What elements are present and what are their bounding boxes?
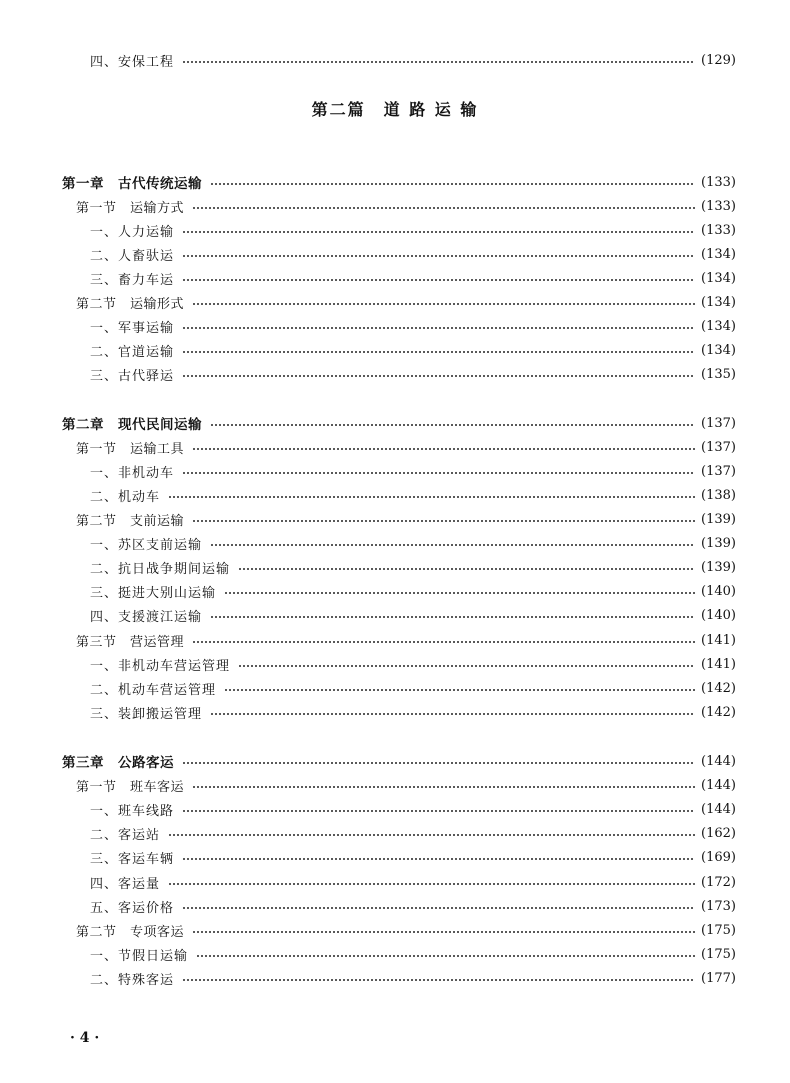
dot-leader — [182, 255, 695, 257]
section-page: (141) — [701, 632, 736, 648]
section-entry — [76, 919, 736, 941]
item-page: (137) — [701, 463, 736, 479]
section-entry — [76, 195, 736, 217]
item-title: 二、官道运输 — [90, 344, 175, 360]
section-entry — [76, 629, 736, 651]
dot-leader — [210, 183, 695, 185]
item-entry — [90, 846, 736, 868]
part-title: 第二篇 道 路 运 输 — [311, 100, 479, 119]
dot-leader — [182, 61, 695, 63]
dot-leader — [210, 424, 695, 426]
item-title: 三、畜力车运 — [90, 272, 175, 288]
item-title: 五、客运价格 — [90, 900, 175, 916]
item-title: 二、人畜驮运 — [90, 248, 175, 264]
section-page: (144) — [701, 777, 736, 793]
item-page: (175) — [701, 946, 736, 962]
dot-leader — [192, 207, 695, 209]
item-page: (172) — [701, 874, 736, 890]
entry-page: (129) — [701, 52, 736, 68]
item-title: 四、客运量 — [90, 876, 161, 892]
section-page: (175) — [701, 922, 736, 938]
section-title: 第一节 运输方式 — [76, 200, 185, 216]
dot-leader — [168, 834, 695, 836]
dot-leader — [238, 568, 695, 570]
chapter-title: 第三章 公路客运 — [62, 755, 174, 771]
item-page: (140) — [701, 583, 736, 599]
item-entry — [90, 315, 736, 337]
item-title: 三、装卸搬运管理 — [90, 706, 203, 722]
dot-leader — [192, 448, 695, 450]
chapter-title: 第一章 古代传统运输 — [62, 176, 202, 192]
item-title: 二、客运站 — [90, 827, 161, 843]
item-page: (134) — [701, 342, 736, 358]
item-title: 一、非机动车 — [90, 465, 175, 481]
dot-leader — [238, 665, 695, 667]
item-page: (135) — [701, 366, 736, 382]
dot-leader — [210, 713, 695, 715]
item-entry — [90, 798, 736, 820]
dot-leader — [192, 786, 695, 788]
item-entry — [90, 653, 736, 675]
dot-leader — [210, 616, 695, 618]
item-entry — [90, 267, 736, 289]
item-entry — [90, 822, 736, 844]
item-page: (140) — [701, 607, 736, 623]
dot-leader — [182, 979, 695, 981]
section-page: (134) — [701, 294, 736, 310]
item-entry — [90, 460, 736, 482]
item-entry — [90, 943, 736, 965]
dot-leader — [182, 472, 695, 474]
dot-leader — [192, 520, 695, 522]
item-title: 一、人力运输 — [90, 224, 175, 240]
item-page: (139) — [701, 559, 736, 575]
dot-leader — [182, 810, 695, 812]
item-page: (173) — [701, 898, 736, 914]
item-title: 一、非机动车营运管理 — [90, 658, 231, 674]
section-title: 第一节 运输工具 — [76, 441, 185, 457]
item-entry — [90, 604, 736, 626]
chapter-entry — [62, 750, 736, 772]
item-entry — [90, 243, 736, 265]
item-page: (162) — [701, 825, 736, 841]
item-entry — [90, 967, 736, 989]
item-title: 一、苏区支前运输 — [90, 537, 203, 553]
section-entry — [76, 508, 736, 530]
item-page: (134) — [701, 246, 736, 262]
dot-leader — [224, 689, 695, 691]
dot-leader — [182, 231, 695, 233]
item-page: (133) — [701, 222, 736, 238]
item-title: 二、机动车营运管理 — [90, 682, 217, 698]
item-title: 四、支援渡江运输 — [90, 609, 203, 625]
section-page: (137) — [701, 439, 736, 455]
item-title: 二、抗日战争期间运输 — [90, 561, 231, 577]
item-page: (142) — [701, 680, 736, 696]
section-title: 第一节 班车客运 — [76, 779, 185, 795]
item-entry — [90, 484, 736, 506]
section-title: 第二节 支前运输 — [76, 513, 185, 529]
dot-leader — [192, 303, 695, 305]
dot-leader — [182, 327, 695, 329]
toc-entry — [90, 49, 736, 71]
chapter-title: 第二章 现代民间运输 — [62, 417, 202, 433]
entry-title: 四、安保工程 — [90, 54, 175, 70]
section-title: 第三节 营运管理 — [76, 634, 185, 650]
item-entry — [90, 871, 736, 893]
dot-leader — [182, 279, 695, 281]
dot-leader — [192, 931, 695, 933]
item-page: (144) — [701, 801, 736, 817]
item-entry — [90, 580, 736, 602]
dot-leader — [182, 375, 695, 377]
item-entry — [90, 219, 736, 241]
item-page: (169) — [701, 849, 736, 865]
section-entry — [76, 291, 736, 313]
item-entry — [90, 339, 736, 361]
chapter-page: (133) — [701, 174, 736, 190]
dot-leader — [182, 858, 695, 860]
section-entry — [76, 436, 736, 458]
page-number: · 4 · — [70, 1030, 100, 1046]
section-page: (139) — [701, 511, 736, 527]
dot-leader — [210, 544, 695, 546]
dot-leader — [182, 762, 695, 764]
section-page: (133) — [701, 198, 736, 214]
item-page: (141) — [701, 656, 736, 672]
item-title: 一、军事运输 — [90, 320, 175, 336]
dot-leader — [182, 907, 695, 909]
item-entry — [90, 556, 736, 578]
item-page: (142) — [701, 704, 736, 720]
dot-leader — [168, 496, 695, 498]
item-title: 一、班车线路 — [90, 803, 175, 819]
item-title: 一、节假日运输 — [90, 948, 189, 964]
item-title: 二、特殊客运 — [90, 972, 175, 988]
item-entry — [90, 677, 736, 699]
dot-leader — [196, 955, 695, 957]
item-page: (134) — [701, 318, 736, 334]
item-entry — [90, 363, 736, 385]
dot-leader — [168, 883, 695, 885]
item-title: 三、古代驿运 — [90, 368, 175, 384]
section-title: 第二节 运输形式 — [76, 296, 185, 312]
chapter-page: (144) — [701, 753, 736, 769]
item-page: (138) — [701, 487, 736, 503]
item-title: 二、机动车 — [90, 489, 161, 505]
section-entry — [76, 774, 736, 796]
chapter-page: (137) — [701, 415, 736, 431]
item-title: 三、挺进大别山运输 — [90, 585, 217, 601]
item-page: (177) — [701, 970, 736, 986]
dot-leader — [224, 592, 695, 594]
section-title: 第二节 专项客运 — [76, 924, 185, 940]
item-title: 三、客运车辆 — [90, 851, 175, 867]
item-page: (139) — [701, 535, 736, 551]
item-entry — [90, 895, 736, 917]
item-entry — [90, 532, 736, 554]
item-entry — [90, 701, 736, 723]
chapter-entry — [62, 412, 736, 434]
chapter-entry — [62, 171, 736, 193]
dot-leader — [192, 641, 695, 643]
item-page: (134) — [701, 270, 736, 286]
dot-leader — [182, 351, 695, 353]
